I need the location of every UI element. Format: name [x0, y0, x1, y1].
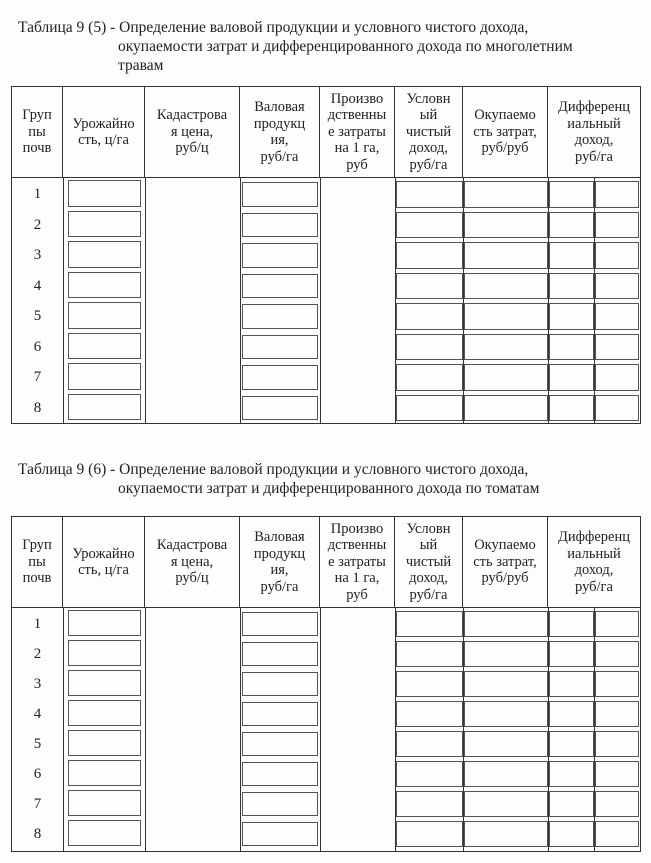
- row-label: 3: [33, 247, 42, 263]
- value-cell: [549, 791, 594, 817]
- value-cell: [464, 395, 548, 422]
- table-1-caption-line3: травам: [118, 57, 164, 74]
- table-2: [11, 516, 641, 852]
- value-cell: [549, 303, 594, 330]
- column-rule: [145, 177, 146, 423]
- header-net-income: Условн ый чистый доход, руб/га: [395, 87, 463, 177]
- value-cell: [464, 761, 548, 787]
- value-cell: [464, 671, 548, 697]
- header-divider: [12, 177, 640, 178]
- value-cell: [396, 334, 463, 361]
- yield-cell: [68, 302, 141, 329]
- column-rule: [240, 607, 241, 851]
- yield-cell: [68, 730, 141, 756]
- gross-output-cell: [242, 732, 318, 756]
- value-cell: [396, 821, 463, 847]
- header-cadastral-price: Кадастрова я цена, руб/ц: [145, 517, 240, 607]
- row-label: 4: [33, 706, 42, 722]
- value-cell: [549, 761, 594, 787]
- row-label: 8: [33, 399, 42, 416]
- value-cell: [595, 671, 639, 697]
- table-1-caption: [18, 18, 573, 75]
- value-cell: [396, 701, 463, 727]
- value-cell: [464, 334, 548, 361]
- gross-output-cell: [242, 672, 318, 696]
- row-label: 4: [33, 277, 42, 294]
- table-1-caption-line1: Таблица 9 (5) - Определение валовой продукции и условного чистого дохода,: [18, 19, 529, 36]
- gross-output-cell: [242, 182, 318, 207]
- value-cell: [549, 181, 594, 208]
- value-cell: [396, 303, 463, 330]
- yield-cell: [68, 760, 141, 786]
- row-label: 7: [33, 369, 42, 385]
- value-cell: [595, 303, 639, 330]
- value-cell: [549, 731, 594, 757]
- yield-cell: [68, 211, 141, 238]
- value-cell: [396, 731, 463, 757]
- gross-output-cell: [242, 304, 318, 329]
- yield-cell: [68, 820, 141, 846]
- value-cell: [595, 701, 639, 727]
- column-rule: [145, 607, 146, 851]
- value-cell: [396, 364, 463, 391]
- gross-output-cell: [242, 335, 318, 360]
- value-cell: [595, 395, 639, 422]
- header-production-costs: Произво дственны е затраты на 1 га, руб: [320, 517, 395, 607]
- yield-cell: [68, 700, 141, 726]
- header-differential-income: Дифференц иальный доход, руб/га: [558, 99, 630, 165]
- header-cost-recovery: Окупаемо сть затрат, руб/руб: [463, 517, 548, 607]
- gross-output-cell: [242, 243, 318, 268]
- row-label: 2: [33, 216, 42, 233]
- row-label: 6: [33, 338, 42, 355]
- value-cell: [396, 641, 463, 667]
- gross-output-cell: [242, 792, 318, 816]
- value-cell: [595, 273, 639, 300]
- value-cell: [595, 731, 639, 757]
- value-cell: [396, 181, 463, 208]
- value-cell: [549, 364, 594, 391]
- yield-cell: [68, 363, 141, 390]
- header-differential-income: Дифференц иальный доход, руб/га: [558, 529, 630, 595]
- yield-cell: [68, 241, 141, 268]
- value-cell: [549, 641, 594, 667]
- value-cell: [464, 364, 548, 391]
- value-cell: [549, 671, 594, 697]
- table-1: [11, 86, 641, 424]
- row-label: 1: [33, 616, 42, 632]
- column-rule: [320, 607, 321, 851]
- header-gross-output: Валовая продукц ия, руб/га: [240, 517, 320, 607]
- row-label: 7: [33, 796, 42, 812]
- value-cell: [595, 242, 639, 269]
- value-cell: [549, 334, 594, 361]
- header-yield: Урожайно сть, ц/га: [63, 87, 145, 177]
- gross-output-cell: [242, 702, 318, 726]
- value-cell: [595, 364, 639, 391]
- header-cadastral-price: Кадастрова я цена, руб/ц: [145, 87, 240, 177]
- value-cell: [595, 334, 639, 361]
- value-cell: [464, 791, 548, 817]
- value-cell: [464, 212, 548, 239]
- value-cell: [464, 611, 548, 637]
- value-cell: [396, 761, 463, 787]
- header-cost-recovery: Окупаемо сть затрат, руб/руб: [463, 87, 548, 177]
- yield-cell: [68, 394, 141, 421]
- value-cell: [396, 671, 463, 697]
- value-cell: [595, 821, 639, 847]
- header-yield: Урожайно сть, ц/га: [63, 517, 145, 607]
- header-production-costs: Произво дственны е затраты на 1 га, руб: [320, 87, 395, 177]
- column-rule: [63, 177, 64, 423]
- yield-cell: [68, 790, 141, 816]
- value-cell: [464, 273, 548, 300]
- row-label: 1: [33, 186, 42, 202]
- gross-output-cell: [242, 612, 318, 636]
- value-cell: [464, 303, 548, 330]
- yield-cell: [68, 610, 141, 636]
- gross-output-cell: [242, 213, 318, 238]
- yield-cell: [68, 272, 141, 299]
- value-cell: [464, 821, 548, 847]
- gross-output-cell: [242, 642, 318, 666]
- header-soil-groups: Груп пы почв: [12, 87, 63, 177]
- value-cell: [595, 791, 639, 817]
- value-cell: [595, 212, 639, 239]
- row-label: 2: [33, 646, 42, 662]
- value-cell: [396, 273, 463, 300]
- row-label: 5: [33, 736, 42, 752]
- value-cell: [549, 242, 594, 269]
- yield-cell: [68, 333, 141, 360]
- row-label: 3: [33, 676, 42, 692]
- value-cell: [464, 242, 548, 269]
- value-cell: [595, 181, 639, 208]
- value-cell: [396, 611, 463, 637]
- yield-cell: [68, 640, 141, 666]
- yield-cell: [68, 180, 141, 207]
- header-divider: [12, 607, 640, 608]
- value-cell: [396, 242, 463, 269]
- value-cell: [595, 641, 639, 667]
- row-label: 6: [33, 766, 42, 782]
- row-label: 5: [33, 308, 42, 324]
- gross-output-cell: [242, 822, 318, 846]
- yield-cell: [68, 670, 141, 696]
- value-cell: [464, 701, 548, 727]
- value-cell: [396, 791, 463, 817]
- header-net-income: Условн ый чистый доход, руб/га: [395, 517, 463, 607]
- value-cell: [549, 212, 594, 239]
- table-2-caption-line2: окупаемости затрат и дифференцированного дохода по томатам: [118, 480, 540, 497]
- table-2-caption: [18, 460, 539, 498]
- column-rule: [240, 177, 241, 423]
- value-cell: [595, 611, 639, 637]
- gross-output-cell: [242, 396, 318, 421]
- column-rule: [320, 177, 321, 423]
- gross-output-cell: [242, 365, 318, 390]
- gross-output-cell: [242, 274, 318, 299]
- header-soil-groups: Груп пы почв: [12, 517, 63, 607]
- value-cell: [549, 821, 594, 847]
- table-1-caption-line2: окупаемости затрат и дифференцированного дохода по многолетним: [118, 38, 573, 55]
- value-cell: [549, 611, 594, 637]
- row-label: 8: [33, 826, 42, 842]
- value-cell: [396, 212, 463, 239]
- value-cell: [595, 761, 639, 787]
- value-cell: [396, 395, 463, 422]
- gross-output-cell: [242, 762, 318, 786]
- value-cell: [549, 395, 594, 422]
- value-cell: [464, 731, 548, 757]
- value-cell: [464, 181, 548, 208]
- value-cell: [464, 641, 548, 667]
- value-cell: [549, 701, 594, 727]
- header-gross-output: Валовая продукц ия, руб/га: [240, 87, 320, 177]
- value-cell: [549, 273, 594, 300]
- table-2-caption-line1: Таблица 9 (6) - Определение валовой продукции и условного чистого дохода,: [18, 461, 529, 478]
- column-rule: [63, 607, 64, 851]
